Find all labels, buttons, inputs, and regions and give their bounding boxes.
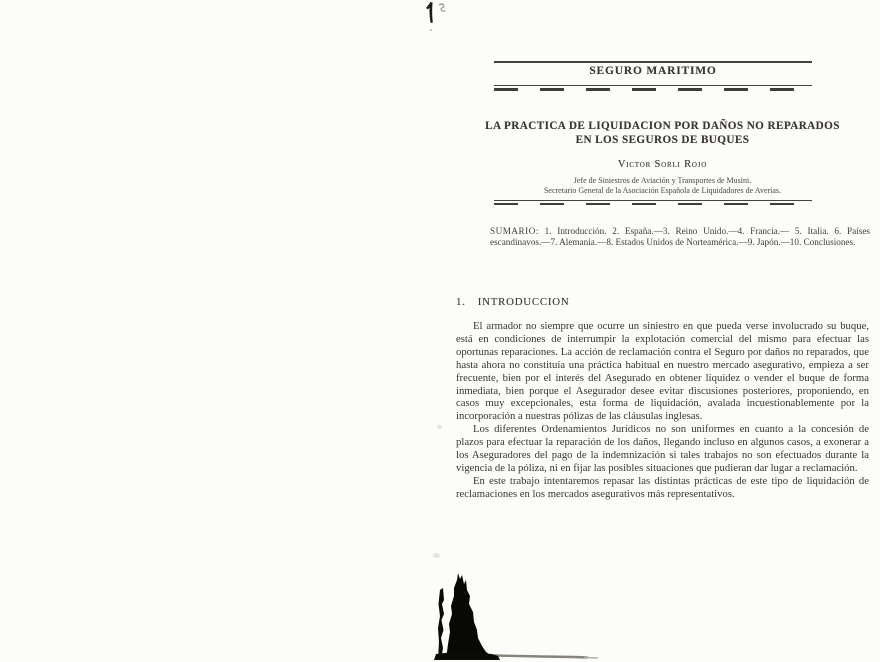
scan-smudge [433,553,440,558]
pen-mark-artifact [418,0,464,34]
header-rule-dashes [494,88,812,91]
header-rule-bottom [494,85,812,86]
author-name: Victor Sorli Rojo [617,159,708,170]
ink-blot-artifact [424,570,614,662]
summary-rule-dashes [494,203,812,206]
section-number: 1. [456,296,466,308]
section-heading [456,296,569,308]
article-title-line-2: EN LOS SEGUROS DE BUQUES [575,134,750,146]
author-affiliation-1: Jefe de Siniestros de Aviación y Transportes de Musini. [573,176,752,185]
section-title: INTRODUCCION [477,296,570,308]
scan-smudge [437,425,442,429]
article-body [456,320,869,501]
header-rule-top [494,61,812,63]
running-header-title: SEGURO MARITIMO [589,65,717,77]
article-title-line-1: LA PRACTICA DE LIQUIDACION POR DAÑOS NO REPARADOS [485,120,840,132]
author-affiliation-2: Secretario General de la Asociación Española de Liquidadores de Averías. [543,185,782,195]
summary-label: SUMARIO: [490,226,539,236]
paragraph-1: El armador no siempre que ocurre un siniestro en que pueda verse involucrado su buque, está en condiciones de interrumpir la explotación comercial del mismo para efectuar las oportunas reparaciones. La acción de reclamación contra el Seguro por daños no reparados, que hasta ahora no constituía una práctica habitual en nuestro mercado asegurativo, empieza a ser frecuente, bien por el interés del Asegurado en obtener liquidez o vender el buque de forma inmediata, bien porque el Asegurador desee evitar discusiones posteriores, proponiendo, en casos muy excepcionales, esta forma de liquidación, avalada incuestionablemente por la incorporación a nuestras pólizas de las cláusulas inglesas. [456,320,869,423]
paragraph-2: Los diferentes Ordenamientos Jurídicos no son uniformes en cuanto a la concesión de plazos para efectuar la reparación de los daños, llegando incluso en algunos casos, a exonerar a los Aseguradores del pago de la indemnización si tales trabajos no son efectuados durante la vigencia de la póliza, ni en fijar las posibles situaciones que pudieran dar lugar a reclamación. [456,423,869,474]
summary-block [490,226,870,248]
article-title [455,119,870,147]
paragraph-3: En este trabajo intentaremos repasar las distintas prácticas de este tipo de liquidación de reclamaciones en los mercados asegurativos más representativos. [456,474,869,500]
summary-rule [494,200,812,201]
summary-text: 1. Introducción. 2. España.—3. Reino Unido.—4. Francia.— 5. Italia. 6. Países escandinavos.—7. Alemania.—8. Estados Unidos de Norteamérica.—9. Japón.—10. Conclusiones. [490,226,870,247]
